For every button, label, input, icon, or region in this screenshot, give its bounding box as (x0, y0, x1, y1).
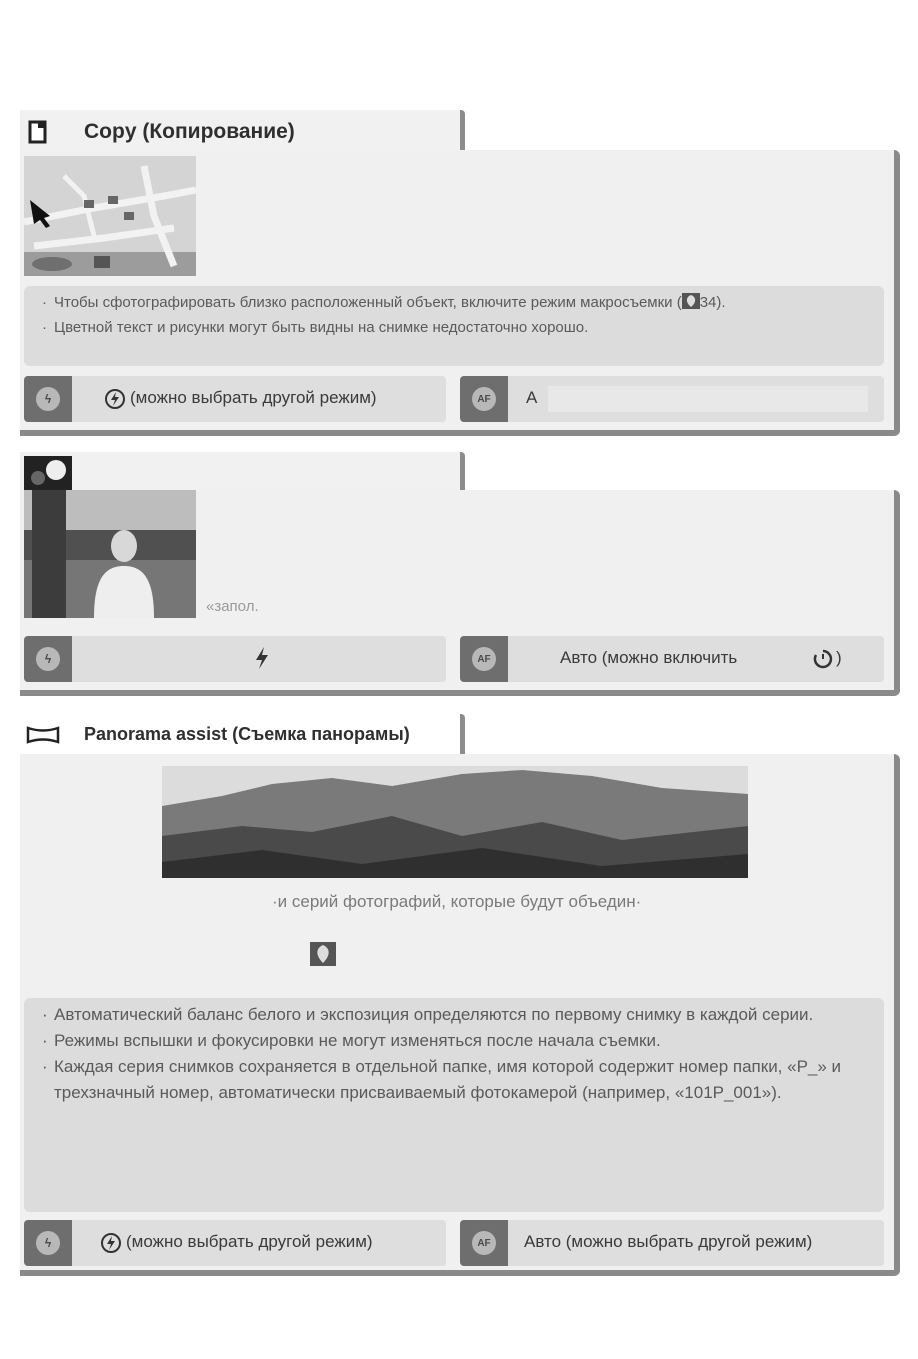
note-item: · Чтобы сфотографировать близко расположенный объект, включите режим макросъемки ( 34). (54, 290, 870, 315)
af-setting (460, 376, 884, 422)
panorama-notes (24, 998, 884, 1212)
map-image (24, 156, 196, 276)
macro-icon (682, 293, 700, 309)
document-icon (28, 120, 48, 144)
af-icon: AF (472, 1231, 496, 1255)
af-icon: AF (472, 387, 496, 411)
af-setting-text: Авто (можно выбрать другой режим) (524, 1232, 813, 1251)
copy-section (20, 150, 900, 436)
backlight-fragment: «запол. (206, 598, 259, 615)
backlight-header (20, 452, 465, 492)
copy-notes (24, 286, 884, 366)
note-item: · Цветной текст и рисунки могут быть видны на снимке недостаточно хорошо. (54, 315, 870, 340)
note-item: · Каждая серия снимков сохраняется в отдельной папке, имя которой содержит номер папки, «P_» и трехзначный номер, автоматически присваиваемый фотокамерой (например, «101P_001»). (54, 1054, 870, 1106)
af-badge (460, 1220, 508, 1266)
flash-auto-icon (100, 1232, 122, 1254)
copy-header (20, 110, 465, 150)
flash-on-icon (254, 646, 270, 670)
flash-icon: ϟ (36, 387, 60, 411)
panorama-header (20, 714, 465, 754)
self-timer-icon (812, 648, 834, 670)
af-icon: AF (472, 647, 496, 671)
flash-mode-badge (24, 376, 72, 422)
flash-setting (24, 1220, 446, 1266)
flash-setting-text: (можно выбрать другой режим) (130, 388, 377, 407)
panorama-image (162, 766, 748, 878)
flash-setting (24, 376, 446, 422)
af-badge (460, 376, 508, 422)
af-badge (460, 636, 508, 682)
flash-auto-icon (104, 388, 126, 410)
af-setting-text: А (526, 388, 538, 407)
note-item: · Автоматический баланс белого и экспозиция определяются по первому снимку в каждой серии. (54, 1002, 870, 1028)
flash-setting (24, 636, 446, 682)
flash-mode-badge (24, 636, 72, 682)
af-setting-close: ) (836, 648, 842, 667)
macro-icon (310, 942, 336, 966)
flash-icon: ϟ (36, 1231, 60, 1255)
copy-title: Copy (Копирование) (84, 120, 295, 143)
af-setting (460, 1220, 884, 1266)
flash-mode-badge (24, 1220, 72, 1266)
flash-icon: ϟ (36, 647, 60, 671)
backlight-icon (24, 456, 72, 490)
panorama-icon (26, 726, 60, 744)
panorama-section (20, 754, 900, 1276)
backlight-section (20, 490, 900, 696)
af-setting (460, 636, 884, 682)
af-setting-text: Авто (можно включить (560, 648, 738, 667)
note-item: · Режимы вспышки и фокусировки не могут изменяться после начала съемки. (54, 1028, 870, 1054)
panorama-caption: ·и серий фотографий, которые будут объедин· (272, 892, 642, 911)
flash-setting-text: (можно выбрать другой режим) (126, 1232, 373, 1251)
panorama-title: Panorama assist (Съемка панорамы) (84, 724, 410, 744)
portrait-image (24, 490, 196, 618)
af-setting-strip (548, 386, 868, 412)
